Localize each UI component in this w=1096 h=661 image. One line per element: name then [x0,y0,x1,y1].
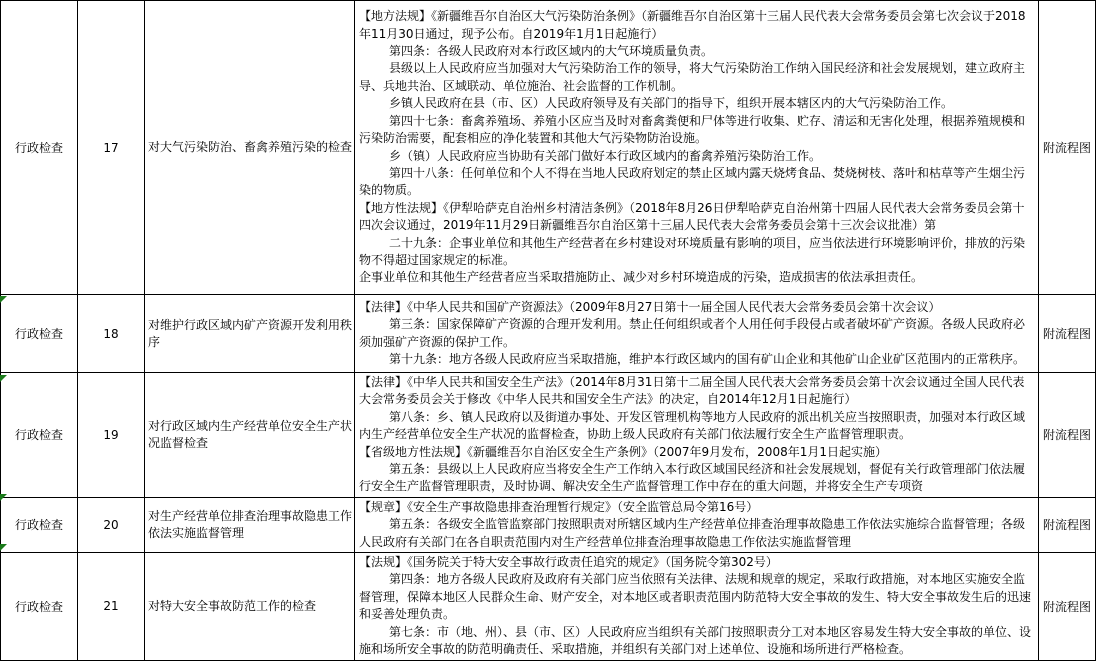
basis-paragraph: 县级以上人民政府应当加强对大气污染防治工作的领导，将大气污染防治工作纳入国民经济和社会发展规划，建立政府主导、兵地共治、区域联动、单位施治、社会监督的工作机制。 [359,61,1026,93]
table-row[interactable] [1,553,1096,660]
attachment-cell[interactable]: 附流程图 [1039,553,1096,660]
item-name-cell[interactable]: 对生产经营单位排查治理事故隐患工作依法实施监督管理 [145,497,355,552]
item-name-cell[interactable]: 对维护行政区域内矿产资源开发利用秩序 [145,295,355,373]
basis-paragraph: 【法律】《中华人民共和国矿产资源法》（2009年8月27日第十一届全国人民代表大会常务委员会第十次会议） [359,299,941,314]
basis-paragraph: 第四条：地方各级人民政府及政府有关部门应当依照有关法律、法规和规章的规定，采取行政措施，对本地区实施安全监督管理，保障本地区人民群众生命、财产安全，对本地区或者职责范围内防范特大安全事故的发生、特大安全事故发生后的迅速和妥善处理负责。 [359,572,1032,622]
cell-comment-marker-icon [0,375,7,382]
number-cell[interactable]: 18 [78,295,145,373]
table-row[interactable] [1,497,1096,552]
legal-basis-cell[interactable] [355,373,1039,498]
category-cell[interactable]: 行政检查 [1,373,78,498]
attachment-cell[interactable]: 附流程图 [1039,373,1096,498]
basis-paragraph: 乡（镇）人民政府应当协助有关部门做好本行政区域内的畜禽养殖污染防治工作。 [389,148,822,163]
legal-basis-cell[interactable] [355,553,1039,660]
attachment-cell[interactable]: 附流程图 [1039,497,1096,552]
table-row[interactable] [1,373,1096,498]
item-name-cell[interactable]: 对特大安全事故防范工作的检查 [145,553,355,660]
category-cell[interactable]: 行政检查 [1,497,78,552]
legal-basis-cell[interactable] [355,497,1039,552]
cell-comment-marker-icon [0,544,7,551]
basis-paragraph: 【法规】《国务院关于特大安全事故行政责任追究的规定》（国务院令第302号） [359,555,778,570]
category-cell[interactable]: 行政检查 [1,295,78,373]
basis-paragraph: 【省级地方性法规】《新疆维吾尔自治区安全生产条例》（2007年9月发布，2008年1月1日起实施） [359,444,887,459]
basis-paragraph: 【地方法规】《新疆维吾尔自治区大气污染防治条例》（新疆维吾尔自治区第十三届人民代表大会常务委员会第七次会议于2018年11月30日通过，现予公布。自2019年1月1日起施行） [359,9,1026,41]
cell-comment-marker-icon [0,296,7,303]
item-name-cell[interactable]: 对大气污染防治、畜禽养殖污染的检查 [145,1,355,295]
basis-paragraph: 【规章】《安全生产事故隐患排查治理暂行规定》（安全监管总局令第16号） [359,499,759,514]
legal-basis-cell[interactable] [355,1,1039,295]
basis-paragraph: 二十九条：企事业单位和其他生产经营者在乡村建设对环境质量有影响的项目，应当依法进行环境影响评价，排放的污染物不得超过国家规定的标准。 [359,235,1026,267]
number-cell[interactable]: 19 [78,373,145,498]
basis-paragraph: 第七条：市（地、州）、县（市、区）人民政府应当组织有关部门按照职责分工对本地区容易发生特大安全事故的单位、设施和场所安全事故的防范明确责任、采取措施，并组织有关部门对上述单位、设施和场所进行严格检查。 [359,624,1032,657]
basis-paragraph: 企事业单位和其他生产经营者应当采取措施防止、减少对乡村环境造成的污染，造成损害的依法承担责任。 [359,270,924,285]
attachment-cell[interactable]: 附流程图 [1039,1,1096,295]
category-cell[interactable]: 行政检查 [1,553,78,660]
basis-paragraph: 第五条：县级以上人民政府应当将安全生产工作纳入本行政区域国民经济和社会发展规划，督促有关行政管理部门依法履行安全生产监督管理职责，及时协调、解决安全生产监督管理工作中存在的重大问题，并将安全生产专项资 [359,462,1026,494]
table-row[interactable] [1,1,1096,295]
basis-paragraph: 【地方性法规】《伊犁哈萨克自治州乡村清洁条例》（2018年8月26日伊犁哈萨克自治州第十四届人民代表大会常务委员会第十四次会议通过，2019年11月29日新疆维吾尔自治区第十三届人民代表大会常务委员会第十三次会议批准）第 [359,200,1025,233]
cell-comment-marker-icon [0,494,7,501]
basis-paragraph: 第四十七条：畜禽养殖场、养殖小区应当及时对畜禽粪便和尸体等进行收集、贮存、清运和无害化处理，根据养殖规模和污染防治需要，配套相应的净化装置和其他大气污染物防治设施。 [359,113,1026,146]
item-name-cell[interactable]: 对行政区域内生产经营单位安全生产状况监督检查 [145,373,355,498]
number-cell[interactable]: 17 [78,1,145,295]
number-cell[interactable]: 21 [78,553,145,660]
basis-paragraph: 第五条：各级安全监管监察部门按照职责对所辖区域内生产经营单位排查治理事故隐患工作依法实施综合监督管理；各级人民政府有关部门在各自职责范围内对生产经营单位排查治理事故隐患工作依法实施监督管理 [359,517,1026,549]
basis-paragraph: 【法律】《中华人民共和国安全生产法》（2014年8月31日第十二届全国人民代表大会常务委员会第十次会议通过全国人民代表大会常务委员会关于修改《中华人民共和国安全生产法》的决定，自2014年12月1日起施行） [359,375,1025,407]
basis-paragraph: 第十九条：地方各级人民政府应当采取措施，维护本行政区域内的国有矿山企业和其他矿山企业矿区范围内的正常秩序。 [389,351,1026,366]
basis-paragraph: 第四十八条：任何单位和个人不得在当地人民政府划定的禁止区域内露天烧烤食品、焚烧树枝、落叶和枯草等产生烟尘污染的物质。 [359,165,1026,198]
basis-paragraph: 第四条：各级人民政府对本行政区域内的大气环境质量负责。 [389,44,714,59]
basis-paragraph: 第三条：国家保障矿产资源的合理开发利用。禁止任何组织或者个人用任何手段侵占或者破坏矿产资源。各级人民政府必须加强矿产资源的保护工作。 [359,317,1026,349]
legal-basis-cell[interactable] [355,295,1039,373]
table-row[interactable] [1,295,1096,373]
basis-paragraph: 第八条：乡、镇人民政府以及街道办事处、开发区管理机构等地方人民政府的派出机关应当按照职责，加强对本行政区域内生产经营单位安全生产状况的监督检查，协助上级人民政府有关部门依法履行安全生产监督管理职责。 [359,409,1026,442]
attachment-cell[interactable]: 附流程图 [1039,295,1096,373]
number-cell[interactable]: 20 [78,497,145,552]
basis-paragraph: 乡镇人民政府在县（市、区）人民政府领导及有关部门的指导下，组织开展本辖区内的大气污染防治工作。 [389,96,954,111]
category-cell[interactable]: 行政检查 [1,1,78,295]
